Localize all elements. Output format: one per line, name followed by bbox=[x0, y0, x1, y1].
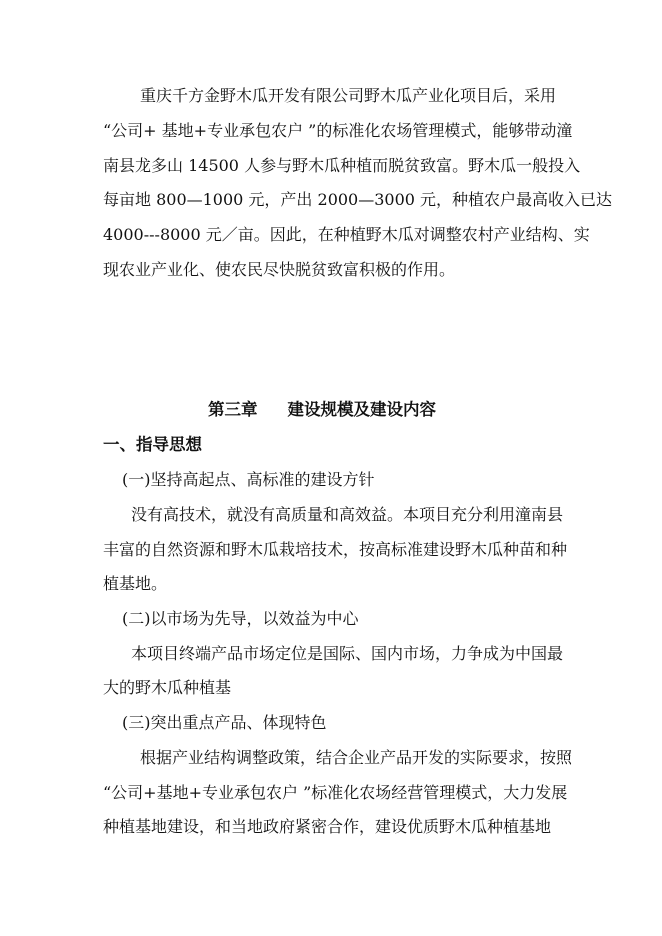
section-heading: 一、指导思想 bbox=[103, 435, 202, 454]
intro-line: 现农业产业化、使农民尽快脱贫致富积极的作用。 bbox=[103, 260, 456, 279]
chapter-title bbox=[208, 400, 436, 420]
guideline-subheading: (一)坚持高起点、高标准的建设方针 bbox=[122, 470, 375, 489]
guideline-line: 根据产业结构调整政策，结合企业产品开发的实际要求，按照 bbox=[140, 748, 573, 767]
guideline-line: 种植基地建设，和当地政府紧密合作，建设优质野木瓜种植基地 bbox=[103, 817, 552, 836]
intro-line: 南县龙多山 14500 人参与野木瓜种植而脱贫致富。野木瓜一般投入 bbox=[103, 156, 581, 175]
chapter-name: 建设规模及建设内容 bbox=[287, 400, 436, 419]
guideline-subheading: (二)以市场为先导，以效益为中心 bbox=[122, 609, 359, 628]
guideline-line: 本项目终端产品市场定位是国际、国内市场，力争成为中国最 bbox=[131, 644, 564, 663]
guideline-line: “公司+基地+专业承包农户 ”标准化农场经营管理模式，大力发展 bbox=[103, 783, 568, 802]
intro-line: “公司+ 基地+专业承包农户 ”的标准化农场管理模式，能够带动潼 bbox=[103, 121, 573, 140]
intro-line: 重庆千方金野木瓜开发有限公司野木瓜产业化项目后，采用 bbox=[140, 86, 557, 105]
intro-line: 每亩地 800—1000 元，产出 2000—3000 元，种植农户最高收入已达 bbox=[103, 190, 613, 209]
guideline-line: 植基地。 bbox=[103, 574, 168, 593]
chapter-number: 第三章 bbox=[208, 400, 258, 419]
guideline-line: 大的野木瓜种植基 bbox=[103, 678, 232, 697]
intro-line: 4000---8000 元／亩。因此，在种植野木瓜对调整农村产业结构、实 bbox=[103, 225, 590, 244]
guideline-line: 丰富的自然资源和野木瓜栽培技术，按高标准建设野木瓜种苗和种 bbox=[103, 540, 568, 559]
guideline-line: 没有高技术，就没有高质量和高效益。本项目充分利用潼南县 bbox=[131, 505, 564, 524]
guideline-subheading: (三)突出重点产品、体现特色 bbox=[122, 713, 327, 732]
